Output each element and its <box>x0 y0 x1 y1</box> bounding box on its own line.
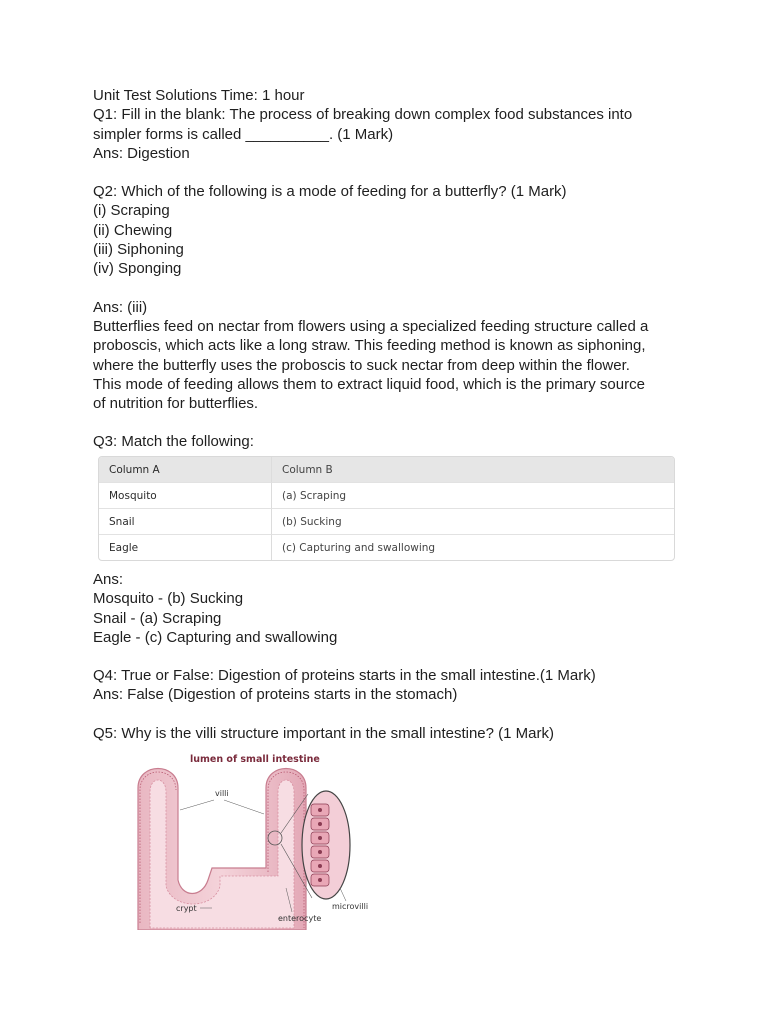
table-cell: (a) Scraping <box>272 483 674 509</box>
q2-option: (iii) Siphoning <box>93 241 184 259</box>
q3-question: Q3: Match the following: <box>93 433 254 451</box>
match-table <box>98 456 675 561</box>
q2-explanation-line: of nutrition for butterflies. <box>93 395 259 413</box>
column-a-header: Column A <box>99 457 272 483</box>
table-cell: (b) Sucking <box>272 509 674 535</box>
q2-explanation-line: where the butterfly uses the proboscis to suck nectar from deep within the flower. <box>93 356 630 374</box>
villi-diagram-svg <box>96 748 396 930</box>
q3-answer-label: Ans: <box>93 571 124 588</box>
table-row <box>99 483 674 509</box>
column-b-header: Column B <box>272 457 674 483</box>
q1-answer: Ans: Digestion <box>93 144 190 162</box>
q2-explanation-line: proboscis, which acts like a long straw. This feeding method is known as siphoning, <box>93 337 646 355</box>
q2-question: Q2: Which of the following is a mode of feeding for a butterfly? (1 Mark) <box>93 183 567 201</box>
q1-question-line-1: Q1: Fill in the blank: The process of breaking down complex food substances into <box>93 106 633 124</box>
q2-option: (iv) Sponging <box>93 260 182 278</box>
q5-question: Q5: Why is the villi structure important in the small intestine? (1 Mark) <box>93 724 554 742</box>
document-body-continued <box>93 570 683 743</box>
table-cell: Snail <box>99 509 272 535</box>
document-body <box>93 86 683 452</box>
page-title: Unit Test Solutions Time: 1 hour <box>93 87 305 104</box>
q4-answer: Ans: False (Digestion of proteins starts in the stomach) <box>93 686 458 704</box>
q3-answer-line: Mosquito - (b) Sucking <box>93 590 244 608</box>
q2-option: (i) Scraping <box>93 202 170 220</box>
table-cell: Eagle <box>99 535 272 560</box>
q3-answer-line: Eagle - (c) Capturing and swallowing <box>93 628 338 646</box>
table-row <box>99 535 674 560</box>
table-header-row <box>99 457 674 483</box>
q2-answer: Ans: (iii) <box>93 298 148 316</box>
figure-title: lumen of small intestine <box>190 754 320 765</box>
label-microvilli: microvilli <box>332 902 369 911</box>
table-cell: (c) Capturing and swallowing <box>282 541 436 554</box>
q3-answer-line: Snail - (a) Scraping <box>93 609 222 627</box>
q4-question: Q4: True or False: Digestion of proteins starts in the small intestine.(1 Mark) <box>93 667 596 685</box>
label-enterocyte: enterocyte <box>278 914 322 923</box>
q2-explanation-line: Butterflies feed on nectar from flowers using a specialized feeding structure called a <box>93 317 649 335</box>
q2-explanation-line: This mode of feeding allows them to extract liquid food, which is the primary source <box>93 375 645 393</box>
table-cell: Mosquito <box>99 483 272 509</box>
q2-option: (ii) Chewing <box>93 221 173 239</box>
table-row <box>99 509 674 535</box>
villi-diagram <box>96 748 396 930</box>
label-crypt: crypt <box>176 904 197 913</box>
q1-question-line-2: simpler forms is called __________. (1 Mark) <box>93 125 394 143</box>
label-villi: villi <box>215 789 229 798</box>
